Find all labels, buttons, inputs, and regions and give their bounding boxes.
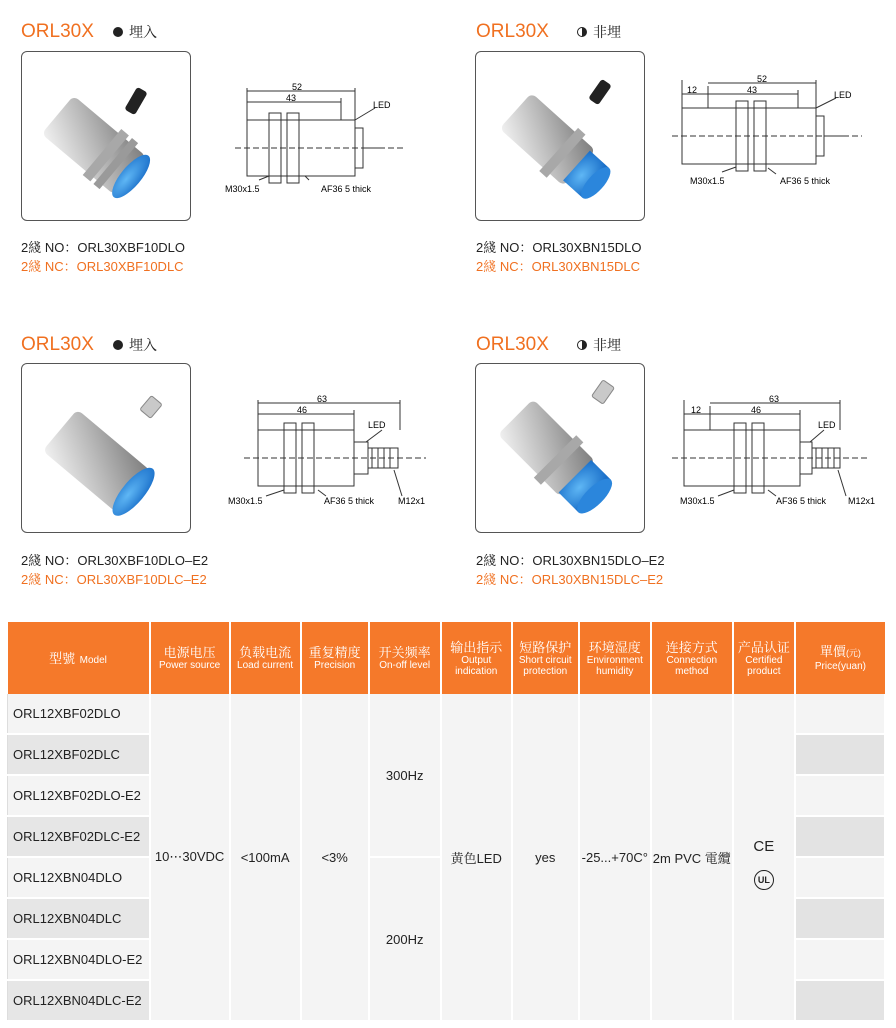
price-cell bbox=[795, 898, 885, 939]
flush-mount-icon bbox=[113, 340, 123, 350]
indicator-cell: 黄色LED bbox=[441, 694, 512, 1021]
product-4-title: ORL30X bbox=[476, 334, 549, 355]
product-4-thread-label: M30x1.5 bbox=[680, 496, 715, 506]
no-label: 2綫 NO： bbox=[21, 240, 78, 255]
product-1-af-label: AF36 5 thick bbox=[321, 184, 372, 194]
header-humidity: 环境湿度 Environment humidity bbox=[579, 622, 651, 694]
connection-cell: 2m PVC 電纜 bbox=[651, 694, 733, 1021]
header-protection: 短路保护 Short circuit protection bbox=[512, 622, 579, 694]
model-cell: ORL12XBF02DLO bbox=[8, 694, 150, 734]
nc-model: ORL30XBN15DLC–E2 bbox=[531, 572, 664, 587]
product-3-af-label: AF36 5 thick bbox=[324, 496, 375, 506]
header-certified: 产品认证 Certified product bbox=[733, 622, 795, 694]
product-2-dim-b: 43 bbox=[746, 85, 758, 95]
product-1-dim-a: 52 bbox=[291, 82, 303, 92]
nc-label: 2綫 NC： bbox=[476, 572, 532, 587]
model-cell: ORL12XBF02DLO-E2 bbox=[8, 775, 150, 816]
product-2-dimension-drawing bbox=[672, 72, 872, 192]
product-4-led-label: LED bbox=[818, 420, 836, 430]
nonflush-mount-icon bbox=[577, 340, 587, 350]
header-frequency: 开关频率 On-off level bbox=[369, 622, 441, 694]
model-cell: ORL12XBN04DLC bbox=[8, 898, 150, 939]
no-model: ORL30XBF10DLO bbox=[77, 240, 186, 255]
no-label: 2綫 NO： bbox=[476, 553, 533, 568]
price-cell bbox=[795, 980, 885, 1021]
nc-label: 2綫 NC： bbox=[21, 572, 77, 587]
nc-model: ORL30XBF10DLC bbox=[76, 259, 184, 274]
nc-model: ORL30XBF10DLC–E2 bbox=[76, 572, 207, 587]
product-1-mount bbox=[113, 22, 157, 42]
product-2-title: ORL30X bbox=[476, 21, 549, 42]
ul-mark-icon: UL bbox=[754, 870, 774, 890]
product-2-caption bbox=[476, 238, 641, 276]
product-3-title: ORL30X bbox=[21, 334, 94, 355]
table-header-row bbox=[8, 622, 886, 694]
precision-cell: <3% bbox=[301, 694, 369, 1021]
product-3-mount-label: 埋入 bbox=[129, 337, 157, 353]
header-power: 电源电压 Power source bbox=[150, 622, 230, 694]
product-1-led-label: LED bbox=[373, 100, 391, 110]
spec-table bbox=[7, 622, 886, 1022]
model-cell: ORL12XBN04DLO bbox=[8, 857, 150, 898]
product-1-dimension-drawing bbox=[225, 80, 425, 200]
price-cell bbox=[795, 816, 885, 857]
price-cell bbox=[795, 694, 885, 734]
table-row bbox=[8, 694, 886, 734]
product-3-caption bbox=[21, 551, 208, 589]
certification-cell bbox=[733, 694, 795, 1021]
current-cell: <100mA bbox=[230, 694, 301, 1021]
product-2-mount bbox=[577, 22, 621, 42]
no-label: 2綫 NO： bbox=[21, 553, 78, 568]
header-connection: 连接方式 Connection method bbox=[651, 622, 733, 694]
product-1-caption bbox=[21, 238, 185, 276]
product-4-caption bbox=[476, 551, 665, 589]
price-cell bbox=[795, 939, 885, 980]
product-3-thread-label: M30x1.5 bbox=[228, 496, 263, 506]
product-1-title: ORL30X bbox=[21, 21, 94, 42]
product-2-thread-label: M30x1.5 bbox=[690, 176, 725, 186]
no-model: ORL30XBN15DLO–E2 bbox=[532, 553, 665, 568]
nc-label: 2綫 NC： bbox=[476, 259, 532, 274]
voltage-cell: 10⋯30VDC bbox=[150, 694, 230, 1021]
product-2-dim-c: 12 bbox=[686, 85, 698, 95]
product-4-dim-b: 46 bbox=[750, 405, 762, 415]
product-4-dim-c: 12 bbox=[690, 405, 702, 415]
product-1-photo bbox=[21, 51, 191, 221]
header-indicator: 输出指示 Output indication bbox=[441, 622, 512, 694]
no-label: 2綫 NO： bbox=[476, 240, 533, 255]
product-2-af-label: AF36 5 thick bbox=[780, 176, 831, 186]
price-cell bbox=[795, 775, 885, 816]
model-cell: ORL12XBN04DLC-E2 bbox=[8, 980, 150, 1021]
frequency-bottom-cell: 200Hz bbox=[369, 857, 441, 1021]
nc-model: ORL30XBN15DLC bbox=[531, 259, 641, 274]
product-3-mount bbox=[113, 335, 157, 355]
humidity-cell: -25...+70C° bbox=[579, 694, 651, 1021]
product-1-dim-b: 43 bbox=[285, 93, 297, 103]
product-4-photo bbox=[475, 363, 645, 533]
header-precision: 重复精度 Precision bbox=[301, 622, 369, 694]
product-2-dim-a: 52 bbox=[756, 74, 768, 84]
nc-label: 2綫 NC： bbox=[21, 259, 77, 274]
product-4-mount-label: 非埋 bbox=[593, 337, 621, 353]
product-3-dim-a: 63 bbox=[316, 394, 328, 404]
product-4-dim-a: 63 bbox=[768, 394, 780, 404]
product-3-m12-label: M12x1 bbox=[398, 496, 426, 506]
header-load: 负载电流 Load current bbox=[230, 622, 301, 694]
header-model: 型號 Model bbox=[8, 622, 150, 694]
product-1-thread-label: M30x1.5 bbox=[225, 184, 260, 194]
flush-mount-icon bbox=[113, 27, 123, 37]
product-3-dim-b: 46 bbox=[296, 405, 308, 415]
header-price: 單價(元) Price(yuan) bbox=[795, 622, 885, 694]
model-cell: ORL12XBF02DLC-E2 bbox=[8, 816, 150, 857]
price-cell bbox=[795, 857, 885, 898]
model-cell: ORL12XBF02DLC bbox=[8, 734, 150, 775]
product-2-mount-label: 非埋 bbox=[593, 24, 621, 40]
no-model: ORL30XBN15DLO bbox=[532, 240, 642, 255]
product-4-dimension-drawing bbox=[672, 392, 882, 512]
frequency-top-cell: 300Hz bbox=[369, 694, 441, 857]
model-cell: ORL12XBN04DLO-E2 bbox=[8, 939, 150, 980]
product-4-m12-label: M12x1 bbox=[848, 496, 876, 506]
product-4-af-label: AF36 5 thick bbox=[776, 496, 827, 506]
protection-cell: yes bbox=[512, 694, 579, 1021]
ce-mark-icon: CE bbox=[753, 838, 775, 855]
product-4-mount bbox=[577, 335, 621, 355]
no-model: ORL30XBF10DLO–E2 bbox=[77, 553, 209, 568]
nonflush-mount-icon bbox=[577, 27, 587, 37]
product-1-mount-label: 埋入 bbox=[129, 24, 157, 40]
price-cell bbox=[795, 734, 885, 775]
product-2-photo bbox=[475, 51, 645, 221]
product-3-photo bbox=[21, 363, 191, 533]
product-3-led-label: LED bbox=[368, 420, 386, 430]
product-3-dimension-drawing bbox=[226, 392, 436, 512]
product-2-led-label: LED bbox=[834, 90, 852, 100]
